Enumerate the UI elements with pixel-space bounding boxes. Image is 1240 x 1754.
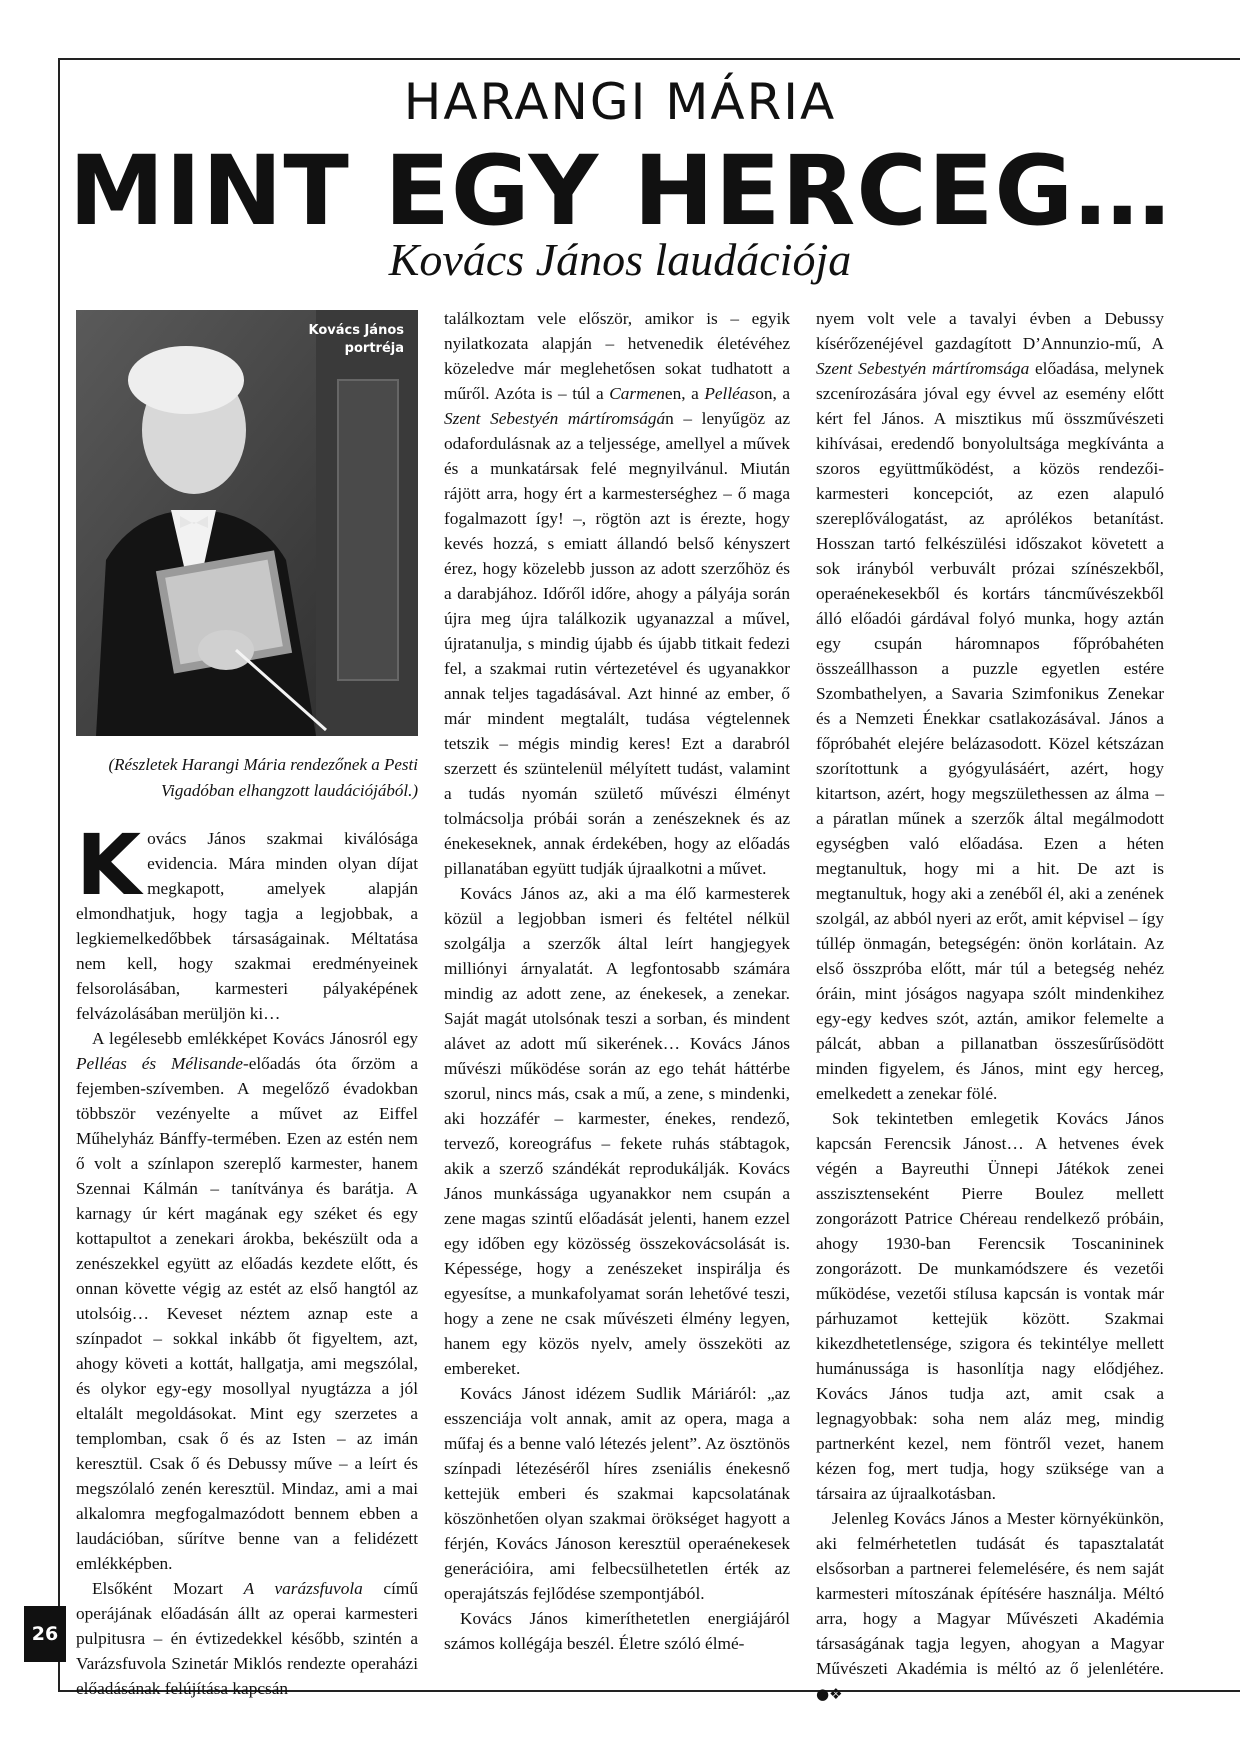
paragraph-text: on, a: [755, 384, 790, 403]
end-mark-icon: ●❖: [816, 1685, 843, 1703]
paragraph: [76, 1576, 418, 1701]
article-column-1: [76, 816, 419, 1701]
paragraph-text: en, a: [664, 384, 705, 403]
paragraph: Sok tekintetben emlegetik Kovács János kapcsán Ferencsik Jánost… A hetvenes évek végén a Bayreuthi Ünnepi Játékok zenei asszisztenseként Pierre Boulez mellett zongorázott Patrice Chéreau rendelkező próbáin, ahogy 1930-ban Ferencsik Toscanininek zongorázott. De munkamódszere és vezetői működése, vezetői stílusa kapcsán is vontak már párhuzamot kettejük között. Szakmai kikezdhetetlensége, szigora és tekintélye mellett humánussága is hasonlítja nagy elődjéhez. Kovács János tudja azt, amit csak a legnagyobbak: soha nem aláz meg, mindig partnerként kezel, nem föntről vezet, hanem kézen fog, mert tudja, hogy szüksége van a társaira az újraalkotásban.: [816, 1109, 1164, 1503]
paragraph-text: ovács János szakmai kiválósága evidencia. Mára minden olyan díjat megkapott, amelyek alapján elmondhatjuk, hogy tagja a legjobbak, a legkiemelkedőbbek társaságainak. Méltatása nem kell, hogy szakmai eredményeinek felsorolásában, karmesteri pályaképének felvázolásában merüljön ki…: [76, 829, 418, 1023]
photo-caption-line2: portréja: [344, 341, 404, 356]
intro-note: (Részletek Harangi Mária rendezőnek a Pesti Vigadóban elhangzott laudációjából.): [108, 755, 418, 800]
drop-cap: K: [76, 816, 142, 914]
page-number: 26: [24, 1606, 66, 1662]
paragraph-text: című operájának előadásán állt az operai karmesteri pulpitusra – én évtizedekkel később, szintén a Varázsfuvola Szinetár Miklós rendezte operaházi előadásának felújítása kapcsán: [76, 1579, 418, 1698]
work-title: Szent Sebestyén mártíromságá: [444, 409, 666, 428]
paragraph: [816, 306, 1164, 1106]
paragraph-text: előadása, melynek szcenírozására jóval egy évvel az esemény előtt kért fel János. A misztikus mű összművészeti kihívásai, eredendő bonyolultsága megkívánta a szoros együttműködést, a közös rendezői-karmesteri koncepciót, az ezen alapuló szereplőválogatást, az aprólékos betanítást. Hosszan tartó felkészülési időszakot követett a sok irányból verbuvált prózai színészekből, operaénekesekből és kortárs táncművészekből álló előadói gárdával folyó munka, hogy aztán egy csupán háromnapos főpróbahéten összeállhasson a puzzle egyetlen estére Szombathelyen, a Savaria Szimfonikus Zenekar és a Nemzeti Énekkar csatlakozásával. János a főpróbahét elejére belázasodott. Közel kétszázan szorítottunk a gyógyulásáért, azért, hogy kitartson, azért, hogy megszülethessen az álma – a páratlan műnek a szerzők által megálmodott egységben való előadása. Ezen a héten megtanultuk, hogy mi a hit. De azt is megtanultuk, hogy aki a zenéből él, aki a zenének szolgál, az abból nyeri az erőt, amit képvisel – így túllép önmagán, betegségén: önön korlátain. Az első összpróba előtt, már túl a betegség nehéz óráin, mint jóságos nagyapa szólt mindenkihez egy-egy kedves szót, aztán, amikor felemelte a pálcát, abban a pillanatban összesűrűsödött minden figyelem, és János, mint egy herceg, emelkedett a zenekar fölé.: [816, 359, 1164, 1103]
portrait-photo: [76, 310, 418, 736]
work-title: Pelléas: [704, 384, 756, 403]
article-title: MINT EGY HERCEG…: [68, 135, 1172, 247]
paragraph: Kovács János kimeríthetetlen energiájáról számos kollégája beszél. Életre szóló élmé-: [444, 1609, 790, 1653]
paragraph: Kovács János az, aki a ma élő karmesterek közül a legjobban ismeri és feltétel nélkül szolgálja a szerzők által leírt hangjegyek milliónyi árnyalatát. A legfontosabb számára mindig az adott zene, az énekesek, a zenekar. Saját magát utolsónak teszi a sorban, és mindent alávet az adott mű sikerének… Kovács János művészi működése során az ego tehát háttérbe szorul, nincs más, csak a mű, a zene, s mindenki, aki hozzáfér – karmester, énekes, rendező, tervező, koreográfus – fekete ruhás stábtagok, akik a szerző szándékát reprodukálják. Kovács János munkássága ugyanakkor nem csupán a zene magas szintű előadását jelenti, hanem ezzel egy időben egy közösség összekovácsolását is. Képessége, hogy a zenészeket inspirálja és egyesítse, a munkafolyamat során lehetővé teszi, hogy a zene ne csak művészeti élmény legyen, hanem egy közös nyelv, amely összeköti az embereket.: [444, 884, 790, 1378]
paragraph: Kovács Jánost idézem Sudlik Máriáról: „az esszenciája volt annak, amit az opera, maga a műfaj és a benne való létezés jelent”. Az ösztönös színpadi létezéséről híres zseniális énekesnő kettejük emberi és szakmai kapcsolatának köszönhetően olyan szakmai örökséget hagyott a férjén, Kovács Jánoson keresztül operaénekesek generációira, ami felbecsülhetetlen érték az operajátszás fejlődése szempontjából.: [444, 1384, 790, 1603]
work-title: Szent Sebestyén mártíromsága: [816, 359, 1030, 378]
photo-caption-line1: Kovács János: [308, 323, 404, 338]
paragraph-text: nyem volt vele a tavalyi évben a Debussy kísérőzenéjével gazdagított D’Annunzio-mű, A: [816, 309, 1164, 353]
article-column-3: [816, 306, 1164, 1707]
portrait-illustration: [76, 310, 418, 736]
photo-caption: [284, 322, 404, 358]
paragraph: [444, 306, 790, 881]
article-column-2: [444, 306, 790, 1656]
paragraph-text: A legélesebb emlékképet Kovács Jánosról egy: [92, 1029, 418, 1048]
paragraph: [816, 1506, 1164, 1707]
work-title: A varázsfuvola: [243, 1579, 363, 1598]
paragraph-text: Elsőként Mozart: [92, 1579, 244, 1598]
work-title: Pelléas és Mélisande: [76, 1054, 243, 1073]
work-title: Carmen: [609, 384, 665, 403]
paragraph-text: n – lenyűgöz az odafordulásnak az a teljessége, amellyel a művek és a munkatársak felé megnyilvánul. Miután rájött arra, hogy ért a karmesterséghez – ő maga fogalmazott így! –, rögtön azt is érezte, hogy kevés hozzá, s emiatt állandó belső kényszert érez, hogy közelebb jusson az adott szerzőhöz és a darabjához. Időről időre, ahogy a pályája során újra meg újra találkozik ugyanazzal a művel, újratanulja, s mindig újabb és újabb titkait fedezi fel, a szakmai rutin vértezetével és ugyanakkor annak teljes tagadásával. Azt hinné az ember, ő már mindent megtalált, tudása végtelennek tetszik – mégis mindig keres! Ezt a darabról szerzett és szüntelenül mélyített tudást, valamint a tudás nyomán születő művészi élményt tolmácsolja próbái során a zenészeknek és az énekeseknek, annak érdekében, hogy az előadás pillanatában együtt tudják újraalkotni a művet.: [444, 409, 790, 878]
paragraph-text: találkoztam vele először, amikor is – egyik nyilatkozata alapján – hetvenedik életévéhez közeledve már meglehetősen sokat tudhatott a műről. Azóta is – túl a: [444, 309, 790, 403]
paragraph-text: Jelenleg Kovács János a Mester környékünkön, aki felmérhetetlen tudását és tapasztalatát elsősorban a partnerei felemelésére, és nem saját karmesteri mítoszának építésére használja. Méltó arra, hogy a Magyar Művészeti Akadémia társaságának tagja legyen, ahogyan a Magyar Művészeti Akadémia is méltó az ő jelenlétére.: [816, 1509, 1164, 1678]
paragraph: [76, 816, 418, 1026]
paragraph: [76, 1026, 418, 1576]
paragraph-text: -előadás óta őrzöm a fejemben-szívemben. A megelőző évadokban többször vezényelte a művet az Eiffel Műhelyház Bánffy-termében. Ezen az estén nem ő volt a színlapon szereplő karmester, hanem Szennai Kálmán – tanítványa és barátja. A karnagy úr kért magának egy széket és egy kottapultot a zenekari árokba, bekészült oda a zenészekkel együtt az előadás kezdete előtt, és onnan követte végig az estét az első hangtól az utolsóig… Keveset néztem aznap este a színpadot – sokkal inkább őt figyeltem, azt, ahogy követi a kottát, hallgatja, ami megszólal, és olykor egy-egy mosollyal nyugtázza a jól eltalált megoldásokat. Mint egy szerzetes a templomban, csak ő és az Isten – az imán keresztül. Csak ő és Debussy műve – a leírt és megszólaló zenén keresztül. Mindaz, ami a mai alkalomra megfogalmazódott bennem ebben a laudációban, sűrítve benne van a felidézett emlékképben.: [76, 1054, 419, 1573]
article-author: HARANGI MÁRIA: [403, 73, 837, 131]
article-subtitle: Kovács János laudációja: [388, 234, 852, 285]
